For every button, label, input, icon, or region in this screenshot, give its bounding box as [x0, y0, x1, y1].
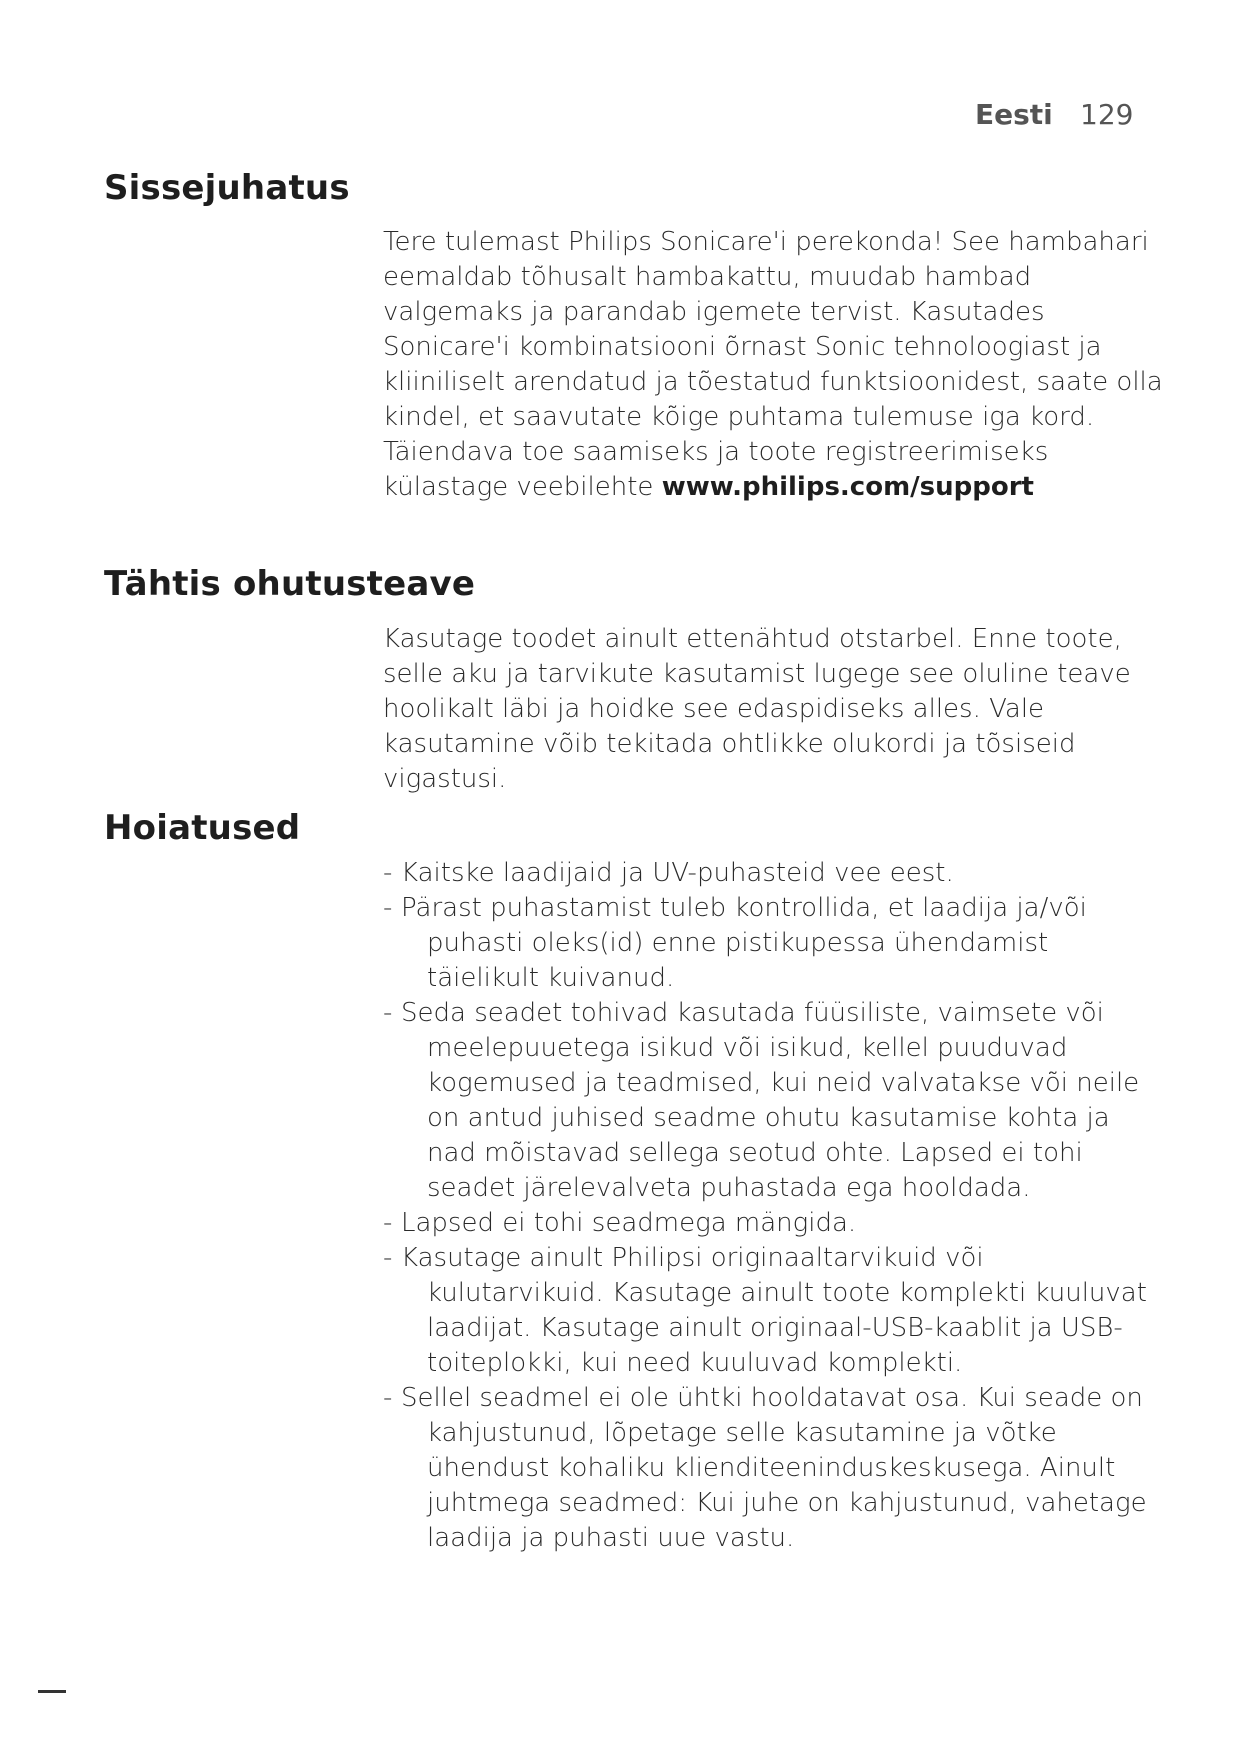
bullet-dash: - — [383, 893, 393, 923]
warning-item — [383, 856, 1163, 891]
page-number: 129 — [1080, 98, 1134, 131]
warnings-list — [383, 856, 1163, 1556]
warning-text: Seda seadet tohivad kasutada füüsiliste, vaimsete või meelepuuetega isikud või isikud, kellel puuduvad kogemused ja teadmised, kui neid valvatakse või neile on antud juhised seadme ohutu kasutamise kohta ja nad mõistavad sellega seotud ohte. Lapsed ei tohi seadet järelevalveta puhastada ega hooldada. — [401, 998, 1140, 1203]
safety-body — [383, 622, 1163, 797]
bullet-dash: - — [383, 858, 393, 888]
bullet-dash: - — [383, 1243, 393, 1273]
header-language: Eesti — [975, 98, 1053, 131]
warning-text: Lapsed ei tohi seadmega mängida. — [401, 1208, 857, 1238]
section-title-safety: Tähtis ohutusteave — [104, 564, 476, 604]
section-title-warnings: Hoiatused — [104, 808, 301, 848]
bullet-dash: - — [383, 1208, 393, 1238]
safety-paragraph: Kasutage toodet ainult ettenähtud otstarbel. Enne toote, selle aku ja tarvikute kasutamist lugege see oluline teave hoolikalt läbi ja hoidke see edaspidiseks alles. Vale kasutamine võib tekitada ohtlikke olukordi ja tõsiseid vigastusi. — [383, 624, 1131, 794]
warning-item — [383, 996, 1163, 1206]
warning-item — [383, 1206, 1163, 1241]
support-link[interactable]: www.philips.com/support — [661, 472, 1034, 502]
warning-text: Kasutage ainult Philipsi originaaltarvikuid või kulutarvikuid. Kasutage ainult toote komplekti kuuluvat laadijat. Kasutage ainult originaal-USB-kaablit ja USB-toiteplokki, kui need kuuluvad komplekti. — [401, 1243, 1147, 1378]
warning-item — [383, 1381, 1163, 1556]
intro-paragraph-2-text: Täiendava toe saamiseks ja toote registreerimiseks külastage veebilehte — [383, 437, 1049, 502]
warning-item — [383, 891, 1163, 996]
section-title-intro: Sissejuhatus — [104, 168, 350, 208]
warning-text: Pärast puhastamist tuleb kontrollida, et laadija ja/või puhasti oleks(id) enne pistikupessa ühendamist täielikult kuivanud. — [401, 893, 1087, 993]
intro-paragraph-1: Tere tulemast Philips Sonicare'i perekonda! See hambahari eemaldab tõhusalt hambakattu, muudab hambad valgemaks ja parandab igemete tervist. Kasutades Sonicare'i kombinatsiooni õrnast Sonic tehnoloogiast ja kliiniliselt arendatud ja tõestatud funktsioonidest, saate olla kindel, et saavutate kõige puhtama tulemuse iga kord. — [383, 227, 1163, 432]
warnings-body — [383, 856, 1163, 1556]
warning-item — [383, 1241, 1163, 1381]
warning-text: Sellel seadmel ei ole ühtki hooldatavat osa. Kui seade on kahjustunud, lõpetage selle kasutamine ja võtke ühendust kohaliku klienditeeninduskeskusega. Ainult juhtmega seadmed: Kui juhe on kahjustunud, vahetage laadija ja puhasti uue vastu. — [401, 1383, 1147, 1553]
warning-text: Kaitske laadijaid ja UV-puhasteid vee eest. — [401, 858, 954, 888]
page-header — [900, 98, 1140, 138]
intro-body — [383, 225, 1163, 505]
intro-paragraph-2 — [383, 435, 1163, 505]
scan-mark-divider — [38, 1690, 66, 1693]
bullet-dash: - — [383, 1383, 393, 1413]
bullet-dash: - — [383, 998, 393, 1028]
